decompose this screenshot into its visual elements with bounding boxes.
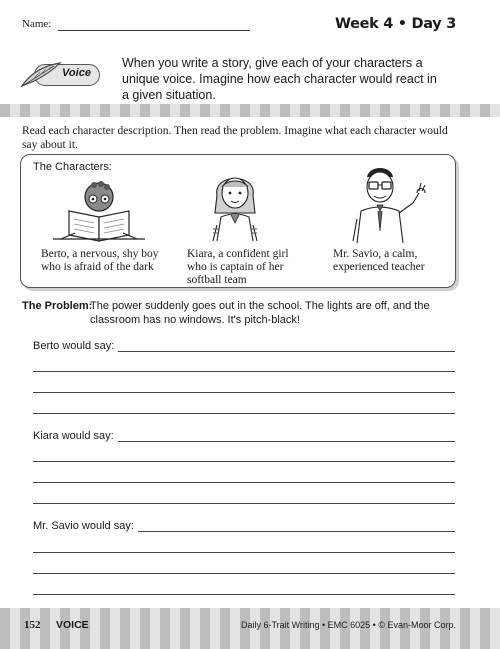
problem-text: The power suddenly goes out in the school. The lights are off, and the classroom has no windows. It's pitch-black! [90,300,430,326]
berto-answer-line[interactable] [115,351,455,352]
kiara-answer-line[interactable] [33,461,455,462]
page-number: 152 [24,619,41,631]
character-description-kiara: Kiara, a confident girl who is captain of her softball team [187,248,289,286]
berto-answer-line[interactable] [33,413,455,414]
feather-pen-icon [20,60,64,90]
teacher-icon [343,163,435,245]
week-day-title: Week 4 • Day 3 [334,16,456,32]
savio-answer-line[interactable] [133,531,455,532]
kiara-prompt: Kiara would say: [33,430,118,442]
boy-reading-icon [39,177,159,245]
badge-label: Voice [62,67,91,79]
berto-prompt: Berto would say: [33,340,118,352]
savio-answer-line[interactable] [33,552,455,553]
berto-answer-line[interactable] [33,392,455,393]
savio-answer-line[interactable] [33,594,455,595]
characters-heading: The Characters: [33,161,112,173]
kiara-answer-line[interactable] [113,441,455,442]
savio-prompt: Mr. Savio would say: [33,520,138,532]
name-write-line[interactable] [58,30,250,31]
footer-section-label: VOICE [56,619,89,631]
instructions-text: Read each character description. Then read the problem. Imagine what each character would say about it. [22,125,448,151]
berto-answer-line[interactable] [33,371,455,372]
savio-answer-line[interactable] [33,573,455,574]
character-description-savio: Mr. Savio, a calm, experienced teacher [333,248,425,273]
characters-box [20,154,456,288]
kiara-answer-line[interactable] [33,503,455,504]
voice-badge [20,60,102,90]
top-stripe-divider [0,104,500,117]
kiara-answer-line[interactable] [33,482,455,483]
name-label: Name: [22,18,52,30]
problem-section [22,299,462,326]
intro-text: When you write a story, give each of your characters a unique voice. Imagine how each character would react in a given situation. [122,56,437,102]
character-description-berto: Berto, a nervous, shy boy who is afraid of the dark [41,248,159,273]
problem-label: The Problem: [22,300,93,312]
footer-credit: Daily 6-Trait Writing • EMC 6025 • © Evan-Moor Corp. [241,620,456,630]
girl-icon [203,165,267,243]
